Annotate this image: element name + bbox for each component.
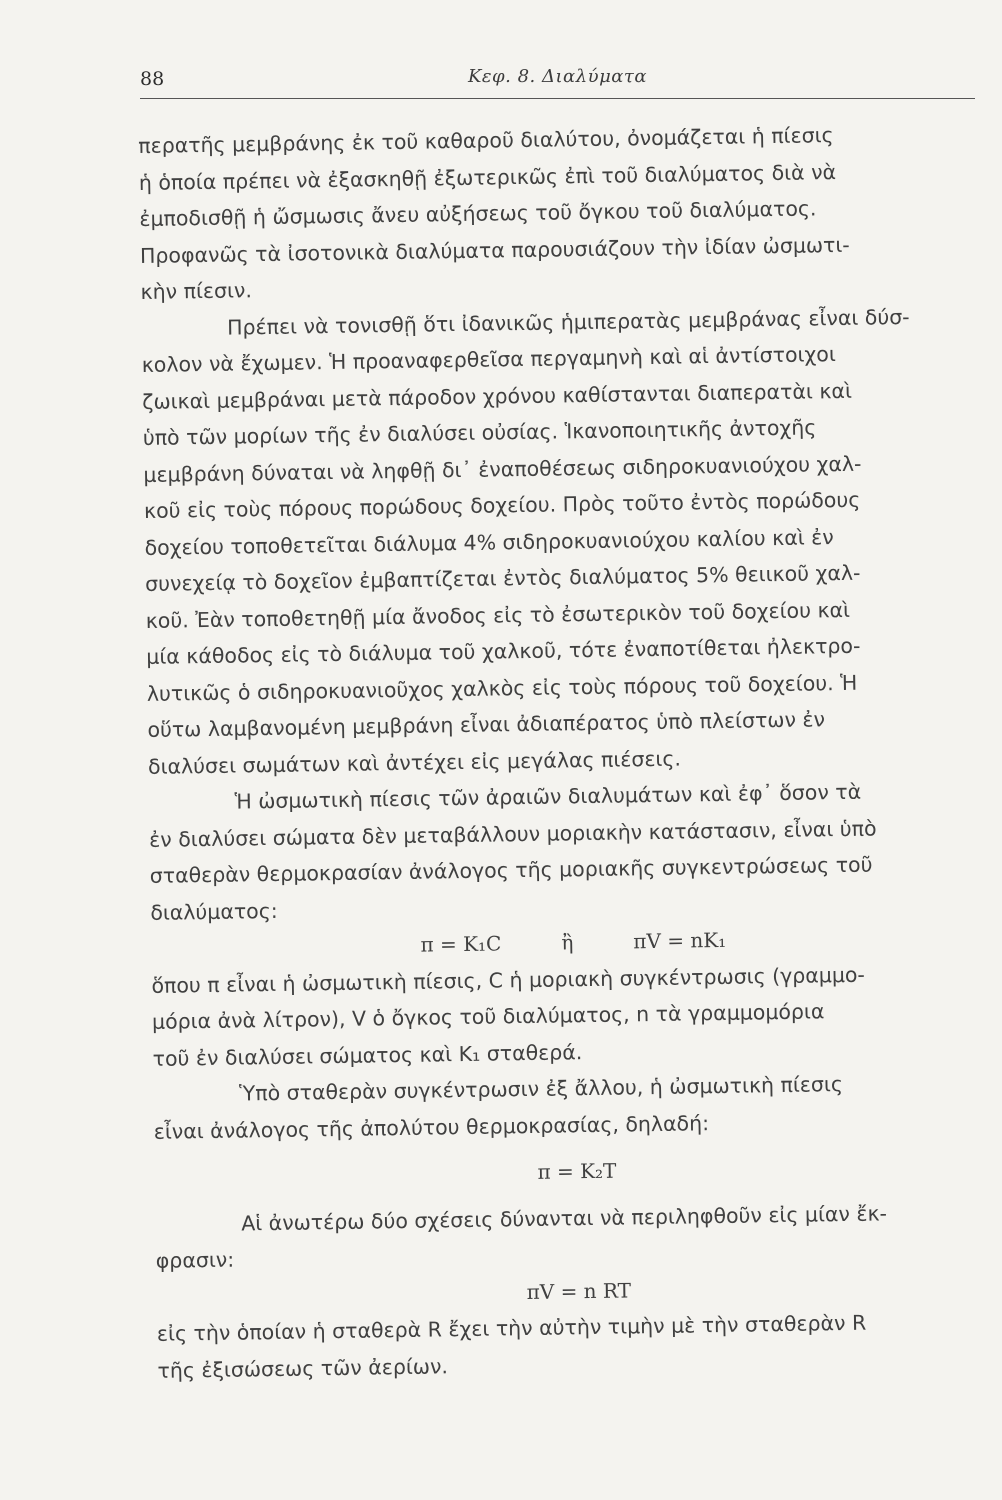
text-line: Αἱ ἀνωτέρω δύο σχέσεις δύνανται νὰ περιληφθοῦν εἰς μίαν ἔκ- [241, 1200, 888, 1236]
page-number: 88 [140, 68, 165, 90]
text-line: κοῦ εἰς τοὺς πόρους πορώδους δοχείου. Πρὸς τοῦτο ἐντὸς πορώδους [143, 487, 861, 523]
text-line: μεμβράνη δύναται νὰ ληφθῇ δι᾽ ἐναποθέσεως σιδηροκυανιούχου χαλ- [143, 451, 862, 487]
text-line: ζωικαὶ μεμβράναι μετὰ πάροδον χρόνου καθίστανται διαπερατὰι καὶ [142, 378, 853, 414]
text-line: δοχείου τοποθετεῖται διάλυμα 4% σιδηροκυανιούχου καλίου καὶ ἐν [144, 524, 834, 560]
text-line: Ἡ ὠσμωτικὴ πίεσις τῶν ἀραιῶν διαλυμάτων καὶ ἐφ᾽ ὅσον τὰ [234, 779, 862, 814]
text-line: Προφανῶς τὰ ἰσοτονικὰ διαλύματα παρουσιάζουν τὴν ἰδίαν ὠσμωτι- [139, 232, 850, 268]
text-line: εἰς τὴν ὁποίαν ἡ σταθερὰ R ἔχει τὴν αὐτὴν τιμὴν μὲ τὴν σταθερὰν R [156, 1310, 867, 1346]
text-line: κοῦ. Ἐὰν τοποθετηθῇ μία ἄνοδος εἰς τὸ ἐσωτερικὸν τοῦ δοχείου καὶ [145, 597, 851, 633]
text-line: ἐμποδισθῇ ἡ ὤσμωσις ἄνευ αὐξήσεως τοῦ ὄγκου τοῦ διαλύματος. [139, 196, 817, 231]
equation-1-right: πV = nK₁ [633, 927, 727, 954]
text-line: διαλύσει σωμάτων καὶ ἀντέχει εἰς μεγάλας πιέσεις. [147, 746, 682, 779]
running-head: Κεφ. 8. Διαλύματα [467, 66, 648, 87]
text-line: τοῦ ἐν διαλύσει σώματος καὶ K₁ σταθερά. [152, 1039, 583, 1071]
text-line: σταθερὰν θερμοκρασίαν ἀνάλογος τῆς μοριακῆς συγκεντρώσεως τοῦ [149, 852, 873, 888]
text-line: κὴν πίεσιν. [140, 278, 253, 304]
text-line: ὅπου π εἶναι ἡ ὠσμωτικὴ πίεσις, C ἡ μοριακὴ συγκέντρωσις (γραμμο- [151, 962, 866, 998]
text-line: μόρια ἀνὰ λίτρον), V ὁ ὄγκος τοῦ διαλύματος, n τὰ γραμμομόρια [151, 999, 825, 1034]
paragraph-4 [151, 954, 998, 1077]
equation-1-or: ἢ [561, 930, 574, 955]
text-line: ὑπὸ τῶν μορίων τῆς ἐν διαλύσει οὐσίας. Ἱκανοποιητικῆς ἀντοχῆς [142, 415, 817, 450]
equation-1-left: π = K₁C [420, 931, 502, 957]
text-line: λυτικῶς ὁ σιδηροκυανιοῦχος χαλκὸς εἰς τοὺς πόρους τοῦ δοχείου. Ἡ [146, 670, 858, 706]
paragraph-1 [138, 115, 986, 311]
text-line: διαλύματος: [150, 898, 278, 925]
text-line: φρασιν: [155, 1247, 235, 1273]
text-line: οὕτω λαμβανομένη μεμβράνη εἶναι ἀδιαπέρατος ὑπὸ πλείστων ἐν [147, 707, 826, 742]
paragraph-3 [148, 772, 995, 931]
equation-3: πV = n RT [526, 1277, 632, 1304]
text-line: ἡ ὁποία πρέπει νὰ ἐξασκηθῇ ἐξωτερικῶς ἐπὶ τοῦ διαλύματος διὰ νὰ [138, 159, 837, 195]
text-line: Ὑπὸ σταθερὰν συγκέντρωσιν ἐξ ἄλλου, ἡ ὠσμωτικὴ πίεσις [238, 1072, 844, 1106]
text-line: συνεχείᾳ τὸ δοχεῖον ἐμβαπτίζεται ἐντὸς διαλύματος 5% θειικοῦ χαλ- [144, 560, 861, 596]
text-line: κολον νὰ ἔχωμεν. Ἡ προαναφερθεῖσα περγαμηνὴ καὶ αἱ ἀντίστοιχοι [141, 342, 836, 377]
paragraph-5 [153, 1064, 999, 1150]
text-line: τῆς ἐξισώσεως τῶν ἀερίων. [157, 1353, 449, 1383]
text-line: περατῆς μεμβράνης ἐκ τοῦ καθαροῦ διαλύτου, ὀνομάζεται ἡ πίεσις [138, 123, 834, 158]
text-line: ἐν διαλύσει σώματα δὲν μεταβάλλουν μοριακὴν κατάστασιν, εἶναι ὑπὸ [148, 815, 877, 852]
paragraph-6 [155, 1193, 1001, 1279]
body-text [138, 115, 1002, 1389]
equation-2: π = K₂T [537, 1158, 617, 1184]
page-header [140, 62, 975, 102]
header-rule [140, 98, 975, 99]
paragraph-2 [141, 297, 993, 785]
text-line: μία κάθοδος εἰς τὸ διάλυμα τοῦ χαλκοῦ, τότε ἐναποτίθεται ἠλεκτρο- [146, 633, 861, 669]
text-line: εἶναι ἀνάλογος τῆς ἀπολύτου θερμοκρασίας, δηλαδή: [153, 1110, 710, 1144]
text-line: Πρέπει νὰ τονισθῇ ὅτι ἰδανικῶς ἡμιπερατὰς μεμβράνας εἶναι δύσ- [226, 304, 910, 340]
paragraph-7 [157, 1303, 1002, 1389]
